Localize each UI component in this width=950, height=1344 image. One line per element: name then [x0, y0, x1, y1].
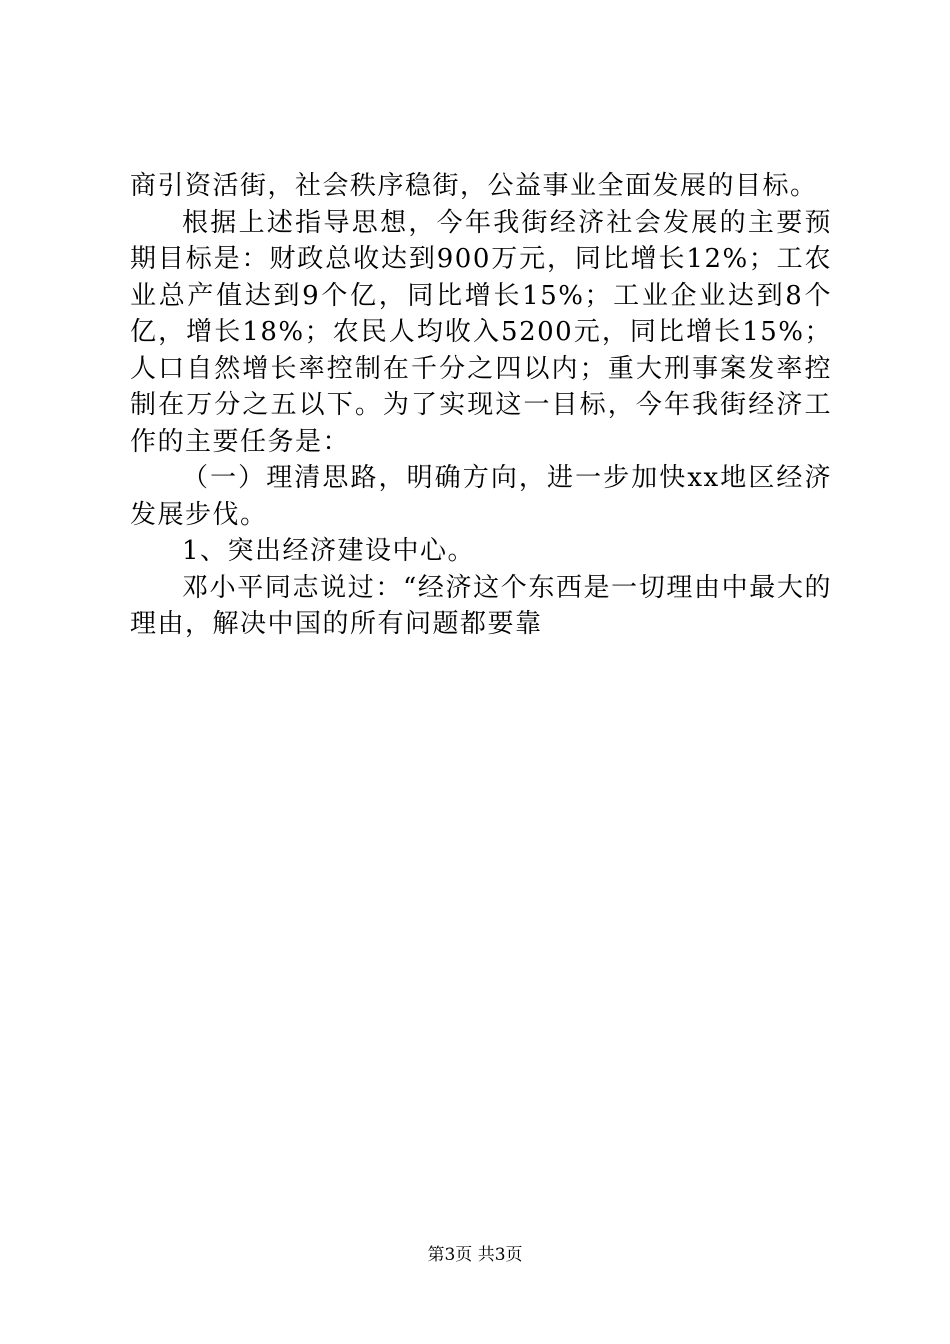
- paragraph-subheading: 1、突出经济建设中心。: [182, 536, 476, 566]
- paragraph-quote: 邓小平同志说过：“经济这个东西是一切理由中最大的理由，解决中国的所有问题都要靠: [130, 572, 832, 639]
- paragraph-section-heading: （一）理清思路，明确方向，进一步加快xx地区经济发展步伐。: [130, 463, 832, 530]
- page-footer: 第3页 共3页: [427, 1245, 523, 1265]
- paragraph-continuation: 商引资活街，社会秩序稳街，公益事业全面发展的目标。: [130, 171, 818, 201]
- paragraph-targets: 根据上述指导思想，今年我街经济社会发展的主要预期目标是：财政总收达到900万元，同比增长12%；工农业总产值达到9个亿，同比增长15%；工业企业达到8个亿，增长18%；农民人均收入5200元，同比增长15%；人口自然增长率控制在千分之四以内；重大刑事案发率控制在万分之五以下。为了实现这一目标，今年我街经济工作的主要任务是：: [130, 207, 832, 457]
- document-body: [130, 168, 832, 643]
